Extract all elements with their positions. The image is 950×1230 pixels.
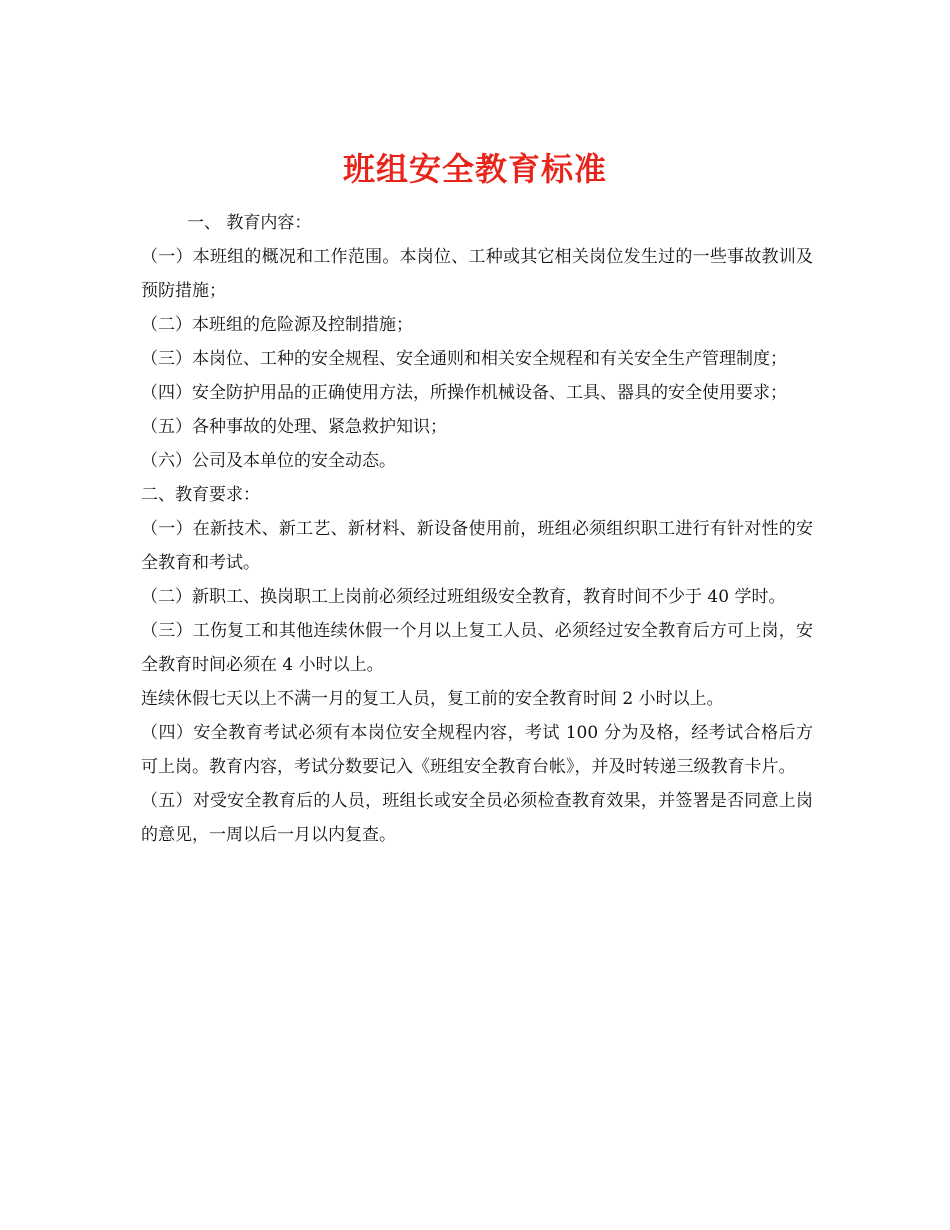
paragraph-content-5: （五）各种事故的处理、紧急救护知识； bbox=[141, 417, 447, 437]
section-heading-requirements: 二、教育要求： bbox=[141, 485, 260, 505]
document-title: 班组安全教育标准 bbox=[342, 150, 607, 189]
paragraph-requirement-4: （四）安全教育考试必须有本岗位安全规程内容，考试 100 分为及格，经考试合格后方可上岗。教育内容，考试分数要记入《班组安全教育台帐》，并及时转递三级教育卡片。 bbox=[141, 723, 813, 777]
paragraph-requirement-3-note: 连续休假七天以上不满一月的复工人员，复工前的安全教育时间 2 小时以上。 bbox=[141, 689, 724, 709]
paragraph-content-3: （三）本岗位、工种的安全规程、安全通则和相关安全规程和有关安全生产管理制度； bbox=[141, 349, 787, 369]
paragraph-content-1: （一）本班组的概况和工作范围。本岗位、工种或其它相关岗位发生过的一些事故教训及预防措施； bbox=[141, 247, 813, 301]
section-heading-content: 一、 教育内容： bbox=[187, 213, 312, 233]
paragraph-requirement-3: （三）工伤复工和其他连续休假一个月以上复工人员、必须经过安全教育后方可上岗，安全教育时间必须在 4 小时以上。 bbox=[141, 621, 813, 675]
paragraph-requirement-5: （五）对受安全教育后的人员，班组长或安全员必须检查教育效果，并签署是否同意上岗的意见，一周以后一月以内复查。 bbox=[141, 791, 813, 845]
paragraph-content-6: （六）公司及本单位的安全动态。 bbox=[141, 451, 396, 471]
document-body bbox=[141, 206, 813, 852]
paragraph-content-4: （四）安全防护用品的正确使用方法，所操作机械设备、工具、器具的安全使用要求； bbox=[141, 383, 787, 403]
paragraph-content-2: （二）本班组的危险源及控制措施； bbox=[141, 315, 413, 335]
paragraph-requirement-2: （二）新职工、换岗职工上岗前必须经过班组级安全教育，教育时间不少于 40 学时。 bbox=[141, 587, 786, 607]
paragraph-requirement-1: （一）在新技术、新工艺、新材料、新设备使用前，班组必须组织职工进行有针对性的安全教育和考试。 bbox=[141, 519, 813, 573]
